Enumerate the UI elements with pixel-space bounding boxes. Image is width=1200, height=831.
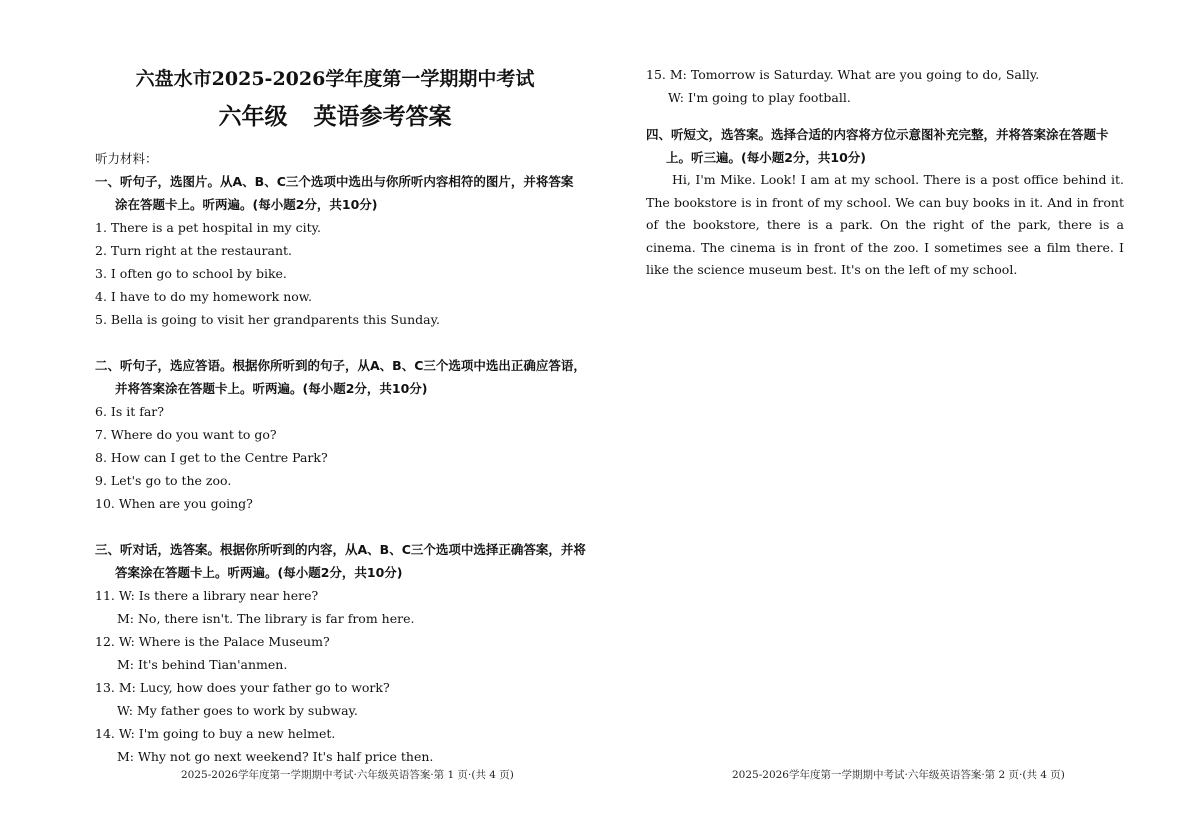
list-item: 5. Bella is going to visit her grandparents this Sunday. <box>95 312 440 327</box>
list-item: 7. Where do you want to go? <box>95 427 277 442</box>
dialogue-line: 11. W: Is there a library near here? <box>95 588 319 603</box>
grade-label: 六年级 <box>218 103 288 130</box>
section-2-title-cont: 并将答案涂在答题卡上。听两遍。(每小题2分，共10分) <box>115 381 428 396</box>
dialogue-line: 15. M: Tomorrow is Saturday. What are you going to do, Sally. <box>646 67 1040 82</box>
list-item: 3. I often go to school by bike. <box>95 266 287 281</box>
page-footer-1: 2025-2026学年度第一学期期中考试·六年级英语答案·第 1 页·(共 4 页) <box>181 769 514 781</box>
section-3-title: 三、听对话，选答案。根据你所听到的内容，从A、B、C三个选项中选择正确答案，并将 <box>95 542 586 557</box>
dialogue-line: W: I'm going to play football. <box>668 90 851 105</box>
dialogue-line: M: It's behind Tian'anmen. <box>117 657 288 672</box>
list-item: 1. There is a pet hospital in my city. <box>95 220 321 235</box>
section-3-title-cont: 答案涂在答题卡上。听两遍。(每小题2分，共10分) <box>115 565 403 580</box>
listening-heading: 听力材料： <box>95 151 158 166</box>
right-column <box>646 63 1126 282</box>
section-4-title-cont: 上。听三遍。(每小题2分，共10分) <box>666 150 867 165</box>
list-item: 2. Turn right at the restaurant. <box>95 243 292 258</box>
list-item: 6. Is it far? <box>95 404 164 419</box>
answer-key-title <box>0 98 670 131</box>
section-1-title-cont: 涂在答题卡上。听两遍。(每小题2分，共10分) <box>115 197 378 212</box>
list-item: 9. Let's go to the zoo. <box>95 473 232 488</box>
listening-passage: Hi, I'm Mike. Look! I am at my school. There is a post office behind it. The bookstore is in front of my school. We can buy books in it. And in front of the bookstore, there is a park. On the right of the park, there is a cinema. The cinema is in front of the zoo. I sometimes see a film there. I like the science museum best. It's on the left of my school. <box>646 172 1124 277</box>
section-4-title: 四、听短文，选答案。选择合适的内容将方位示意图补充完整，并将答案涂在答题卡 <box>646 127 1109 142</box>
list-item: 8. How can I get to the Centre Park? <box>95 450 328 465</box>
exam-title: 六盘水市2025-2026学年度第一学期期中考试 <box>135 68 535 90</box>
dialogue-line: 12. W: Where is the Palace Museum? <box>95 634 330 649</box>
dialogue-line: M: Why not go next weekend? It's half price then. <box>117 749 434 764</box>
subject-label: 英语参考答案 <box>313 103 452 130</box>
dialogue-line: M: No, there isn't. The library is far from here. <box>117 611 415 626</box>
page-footer-2: 2025-2026学年度第一学期期中考试·六年级英语答案·第 2 页·(共 4 页) <box>732 769 1065 781</box>
section-1-title: 一、听句子，选图片。从A、B、C三个选项中选出与你所听内容相符的图片，并将答案 <box>95 174 574 189</box>
listening-material <box>95 147 585 768</box>
list-item: 4. I have to do my homework now. <box>95 289 312 304</box>
list-item: 10. When are you going? <box>95 496 253 511</box>
dialogue-line: 13. M: Lucy, how does your father go to work? <box>95 680 390 695</box>
dialogue-line: 14. W: I'm going to buy a new helmet. <box>95 726 336 741</box>
section-2-title: 二、听句子，选应答语。根据你所听到的句子，从A、B、C三个选项中选出正确应答语， <box>95 358 586 373</box>
dialogue-line: W: My father goes to work by subway. <box>117 703 358 718</box>
